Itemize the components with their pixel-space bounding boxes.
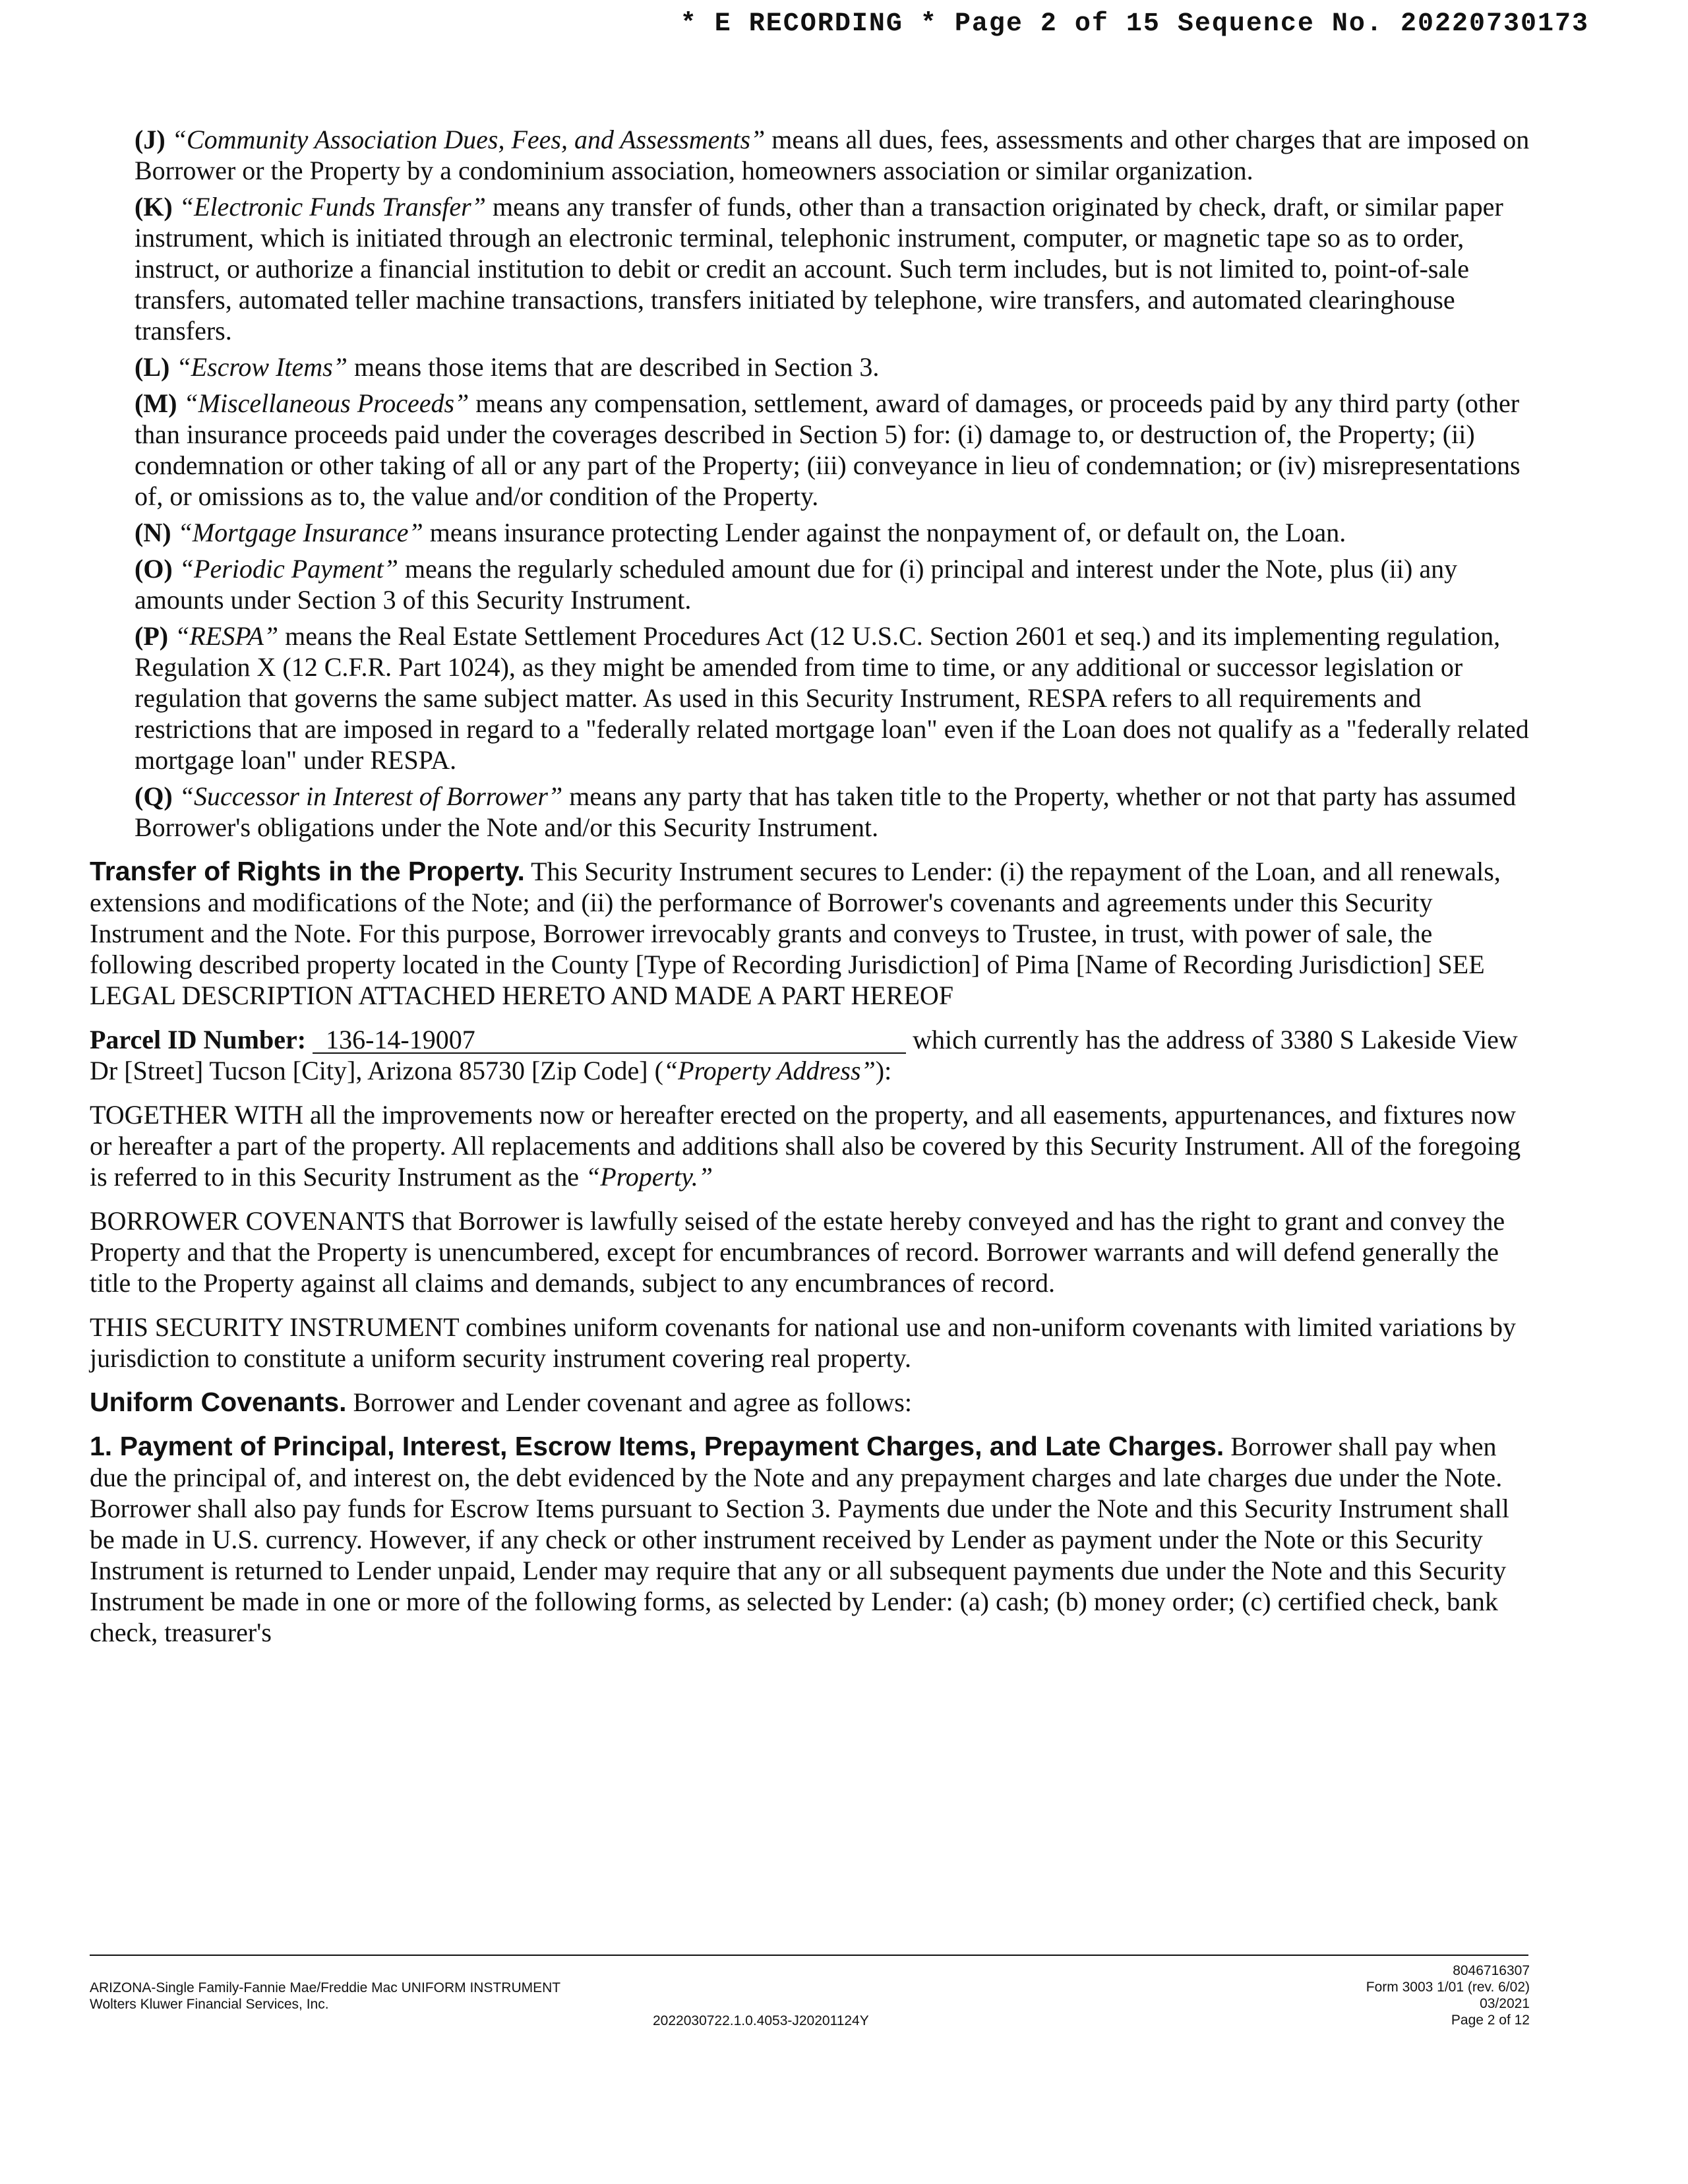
publisher: Wolters Kluwer Financial Services, Inc. [90,1997,329,2012]
parcel-label: Parcel ID Number: [90,1025,307,1054]
recording-stamp: * E RECORDING * Page 2 of 15 Sequence No. 20220730173 [680,9,1589,39]
page-number: Page 2 of 12 [1451,2013,1530,2028]
document-body [90,124,1530,1648]
footer-left [90,1980,560,2013]
definition-k: (K) “Electronic Funds Transfer” means any transfer of funds, other than a transaction originated by check, draft, or similar paper instrument, which is initiated through an electronic terminal, telephonic instrument, computer, or magnetic tape so as to order, instruct, or authorize a financial institution to debit or credit an account. Such term includes, but is not limited to, point-of-sale transfers, automated teller machine transactions, transfers initiated by telephone, wire transfers, and automated clearinghouse transfers. [135,192,1503,346]
definition-o: (O) “Periodic Payment” means the regularly scheduled amount due for (i) principal and interest under the Note, plus (ii) any amounts under Section 3 of this Security Instrument. [135,554,1458,615]
footer-right [1366,1962,1530,2028]
security-instrument-paragraph: THIS SECURITY INSTRUMENT combines uniform covenants for national use and non-uniform covenants with limited variations by jurisdiction to constitute a uniform security instrument covering real property. [90,1312,1516,1373]
definition-l: (L) “Escrow Items” means those items that are described in Section 3. [135,352,880,382]
transfer-of-rights-paragraph: Transfer of Rights in the Property. This Security Instrument secures to Lender: (i) the repayment of the Loan, and all renewals, extensions and modifications of the Note; and (ii) the performance of Borrower's covenants and agreements under this Security Instrument and the Note. For this purpose, Borrower irrevocably grants and conveys to Trustee, in trust, with power of sale, the following described property located in the County [Type of Recording Jurisdiction] of Pima [Name of Recording Jurisdiction] SEE LEGAL DESCRIPTION ATTACHED HERETO AND MADE A PART HEREOF [90,856,1501,1010]
definition-m: (M) “Miscellaneous Proceeds” means any compensation, settlement, award of damages, or proceeds paid by any third party (other than insurance proceeds paid under the coverages described in Section 5) for: (i) damage to, or destruction of, the Property; (ii) condemnation or other taking of all or any part of the Property; (iii) conveyance in lieu of condemnation; or (iv) misrepresentations of, or omissions as to, the value and/or condition of the Property. [135,388,1521,511]
uniform-covenants-paragraph: Uniform Covenants. Borrower and Lender covenant and agree as follows: [90,1387,912,1417]
definitions-list [90,124,1530,843]
form-date: 03/2021 [1480,1996,1530,2011]
uniform-heading: Uniform Covenants. [90,1387,347,1417]
together-with-paragraph: TOGETHER WITH all the improvements now or hereafter erected on the property, and all easements, appurtenances, and fixtures now or hereafter a part of the property. All replacements and additions shall also be covered by this Security Instrument. All of the foregoing is referred to in this Security Instrument as the “Property.” [90,1100,1521,1192]
borrower-covenants-paragraph: BORROWER COVENANTS that Borrower is lawfully seised of the estate hereby conveyed and has the right to grant and convey the Property and that the Property is unencumbered, except for encumbrances of record. Borrower warrants and will defend generally the title to the Property against all claims and demands, subject to any encumbrances of record. [90,1206,1505,1298]
definition-p: (P) “RESPA” means the Real Estate Settlement Procedures Act (12 U.S.C. Section 2601 et seq.) and its implementing regulation, Regulation X (12 C.F.R. Part 1024), as they might be amended from time to time, or any additional or successor legislation or regulation that governs the same subject matter. As used in this Security Instrument, RESPA refers to all requirements and restrictions that are imposed in regard to a "federally related mortgage loan" even if the Loan does not qualify as a "federally related mortgage loan" under RESPA. [135,621,1529,775]
form-number: Form 3003 1/01 (rev. 6/02) [1366,1980,1530,1995]
definition-n: (N) “Mortgage Insurance” means insurance protecting Lender against the nonpayment of, or default on, the Loan. [135,518,1346,547]
section-1-heading: 1. Payment of Principal, Interest, Escrow Items, Prepayment Charges, and Late Charges. [90,1431,1224,1461]
loan-number: 8046716307 [1453,1963,1530,1978]
definition-j: (J) “Community Association Dues, Fees, and Assessments” means all dues, fees, assessments and other charges that are imposed on Borrower or the Property by a condominium association, homeowners association or similar organization. [135,125,1530,185]
transfer-heading: Transfer of Rights in the Property. [90,856,525,886]
form-title: ARIZONA-Single Family-Fannie Mae/Freddie Mac UNIFORM INSTRUMENT [90,1980,561,1995]
footer-divider [90,1955,1528,1956]
footer-document-id: 2022030722.1.0.4053-J20201124Y [653,2013,869,2028]
section-1-paragraph: 1. Payment of Principal, Interest, Escrow Items, Prepayment Charges, and Late Charges. Borrower shall pay when due the principal of, and interest on, the debt evidenced by the Note and any prepayment charges and late charges due under the Note. Borrower shall also pay funds for Escrow Items pursuant to Section 3. Payments due under the Note and this Security Instrument shall be made in U.S. currency. However, if any check or other instrument received by Lender as payment under the Note or this Security Instrument is returned to Lender unpaid, Lender may require that any or all subsequent payments due under the Note and this Security Instrument be made in one or more of the following forms, as selected by Lender: (a) cash; (b) money order; (c) certified check, bank check, treasurer's [90,1431,1509,1647]
parcel-id-value: 136-14-19007 [313,1027,906,1054]
parcel-paragraph: Parcel ID Number: 136-14-19007 which currently has the address of 3380 S Lakeside View Dr [Street] Tucson [City], Arizona 85730 [Zip Code] (“Property Address”): [90,1025,1518,1085]
definition-q: (Q) “Successor in Interest of Borrower” means any party that has taken title to the Property, whether or not that party has assumed Borrower's obligations under the Note and/or this Security Instrument. [135,781,1517,842]
